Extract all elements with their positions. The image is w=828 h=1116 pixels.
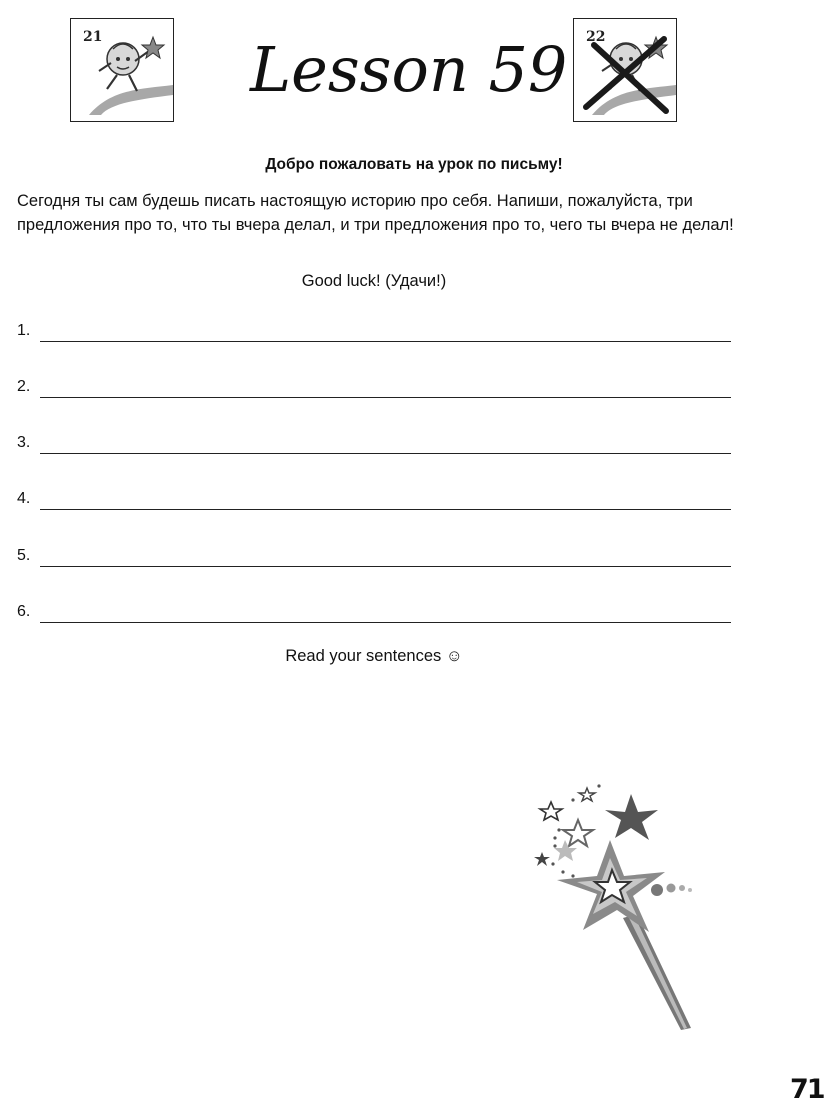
stamp-right xyxy=(573,18,677,122)
answer-rule[interactable] xyxy=(40,566,731,567)
instructions-paragraph: Сегодня ты сам будешь писать настоящую историю про себя. Напиши, пожалуйста, три предложения про то, что ты вчера делал, и три предложения про то, чего ты вчера не делал! xyxy=(17,192,734,234)
stamp-number: 22 xyxy=(586,29,606,45)
line-number: 6. xyxy=(17,603,31,620)
writing-line-2[interactable] xyxy=(17,378,731,402)
answer-rule[interactable] xyxy=(40,509,731,510)
answer-rule[interactable] xyxy=(40,453,731,454)
read-sentences-text: Read your sentences ☺ xyxy=(285,647,463,665)
stamp-number: 21 xyxy=(83,29,103,45)
stamp-left xyxy=(70,18,174,122)
writing-line-1[interactable] xyxy=(17,322,731,346)
page-number: 71 xyxy=(790,1074,824,1105)
line-number: 3. xyxy=(17,434,31,451)
answer-rule[interactable] xyxy=(40,622,731,623)
writing-line-5[interactable] xyxy=(17,547,731,571)
line-number: 4. xyxy=(17,490,31,507)
writing-line-6[interactable] xyxy=(17,603,731,627)
line-number: 2. xyxy=(17,378,31,395)
good-luck-text: Good luck! (Удачи!) xyxy=(301,272,447,290)
line-number: 1. xyxy=(17,322,31,339)
welcome-heading: Добро пожаловать на урок по письму! xyxy=(265,156,563,173)
answer-rule[interactable] xyxy=(40,341,731,342)
line-number: 5. xyxy=(17,547,31,564)
answer-rule[interactable] xyxy=(40,397,731,398)
lesson-title: Lesson 59 xyxy=(250,33,568,106)
writing-line-4[interactable] xyxy=(17,490,731,514)
magic-wand-icon xyxy=(525,780,705,1035)
writing-line-3[interactable] xyxy=(17,434,731,458)
